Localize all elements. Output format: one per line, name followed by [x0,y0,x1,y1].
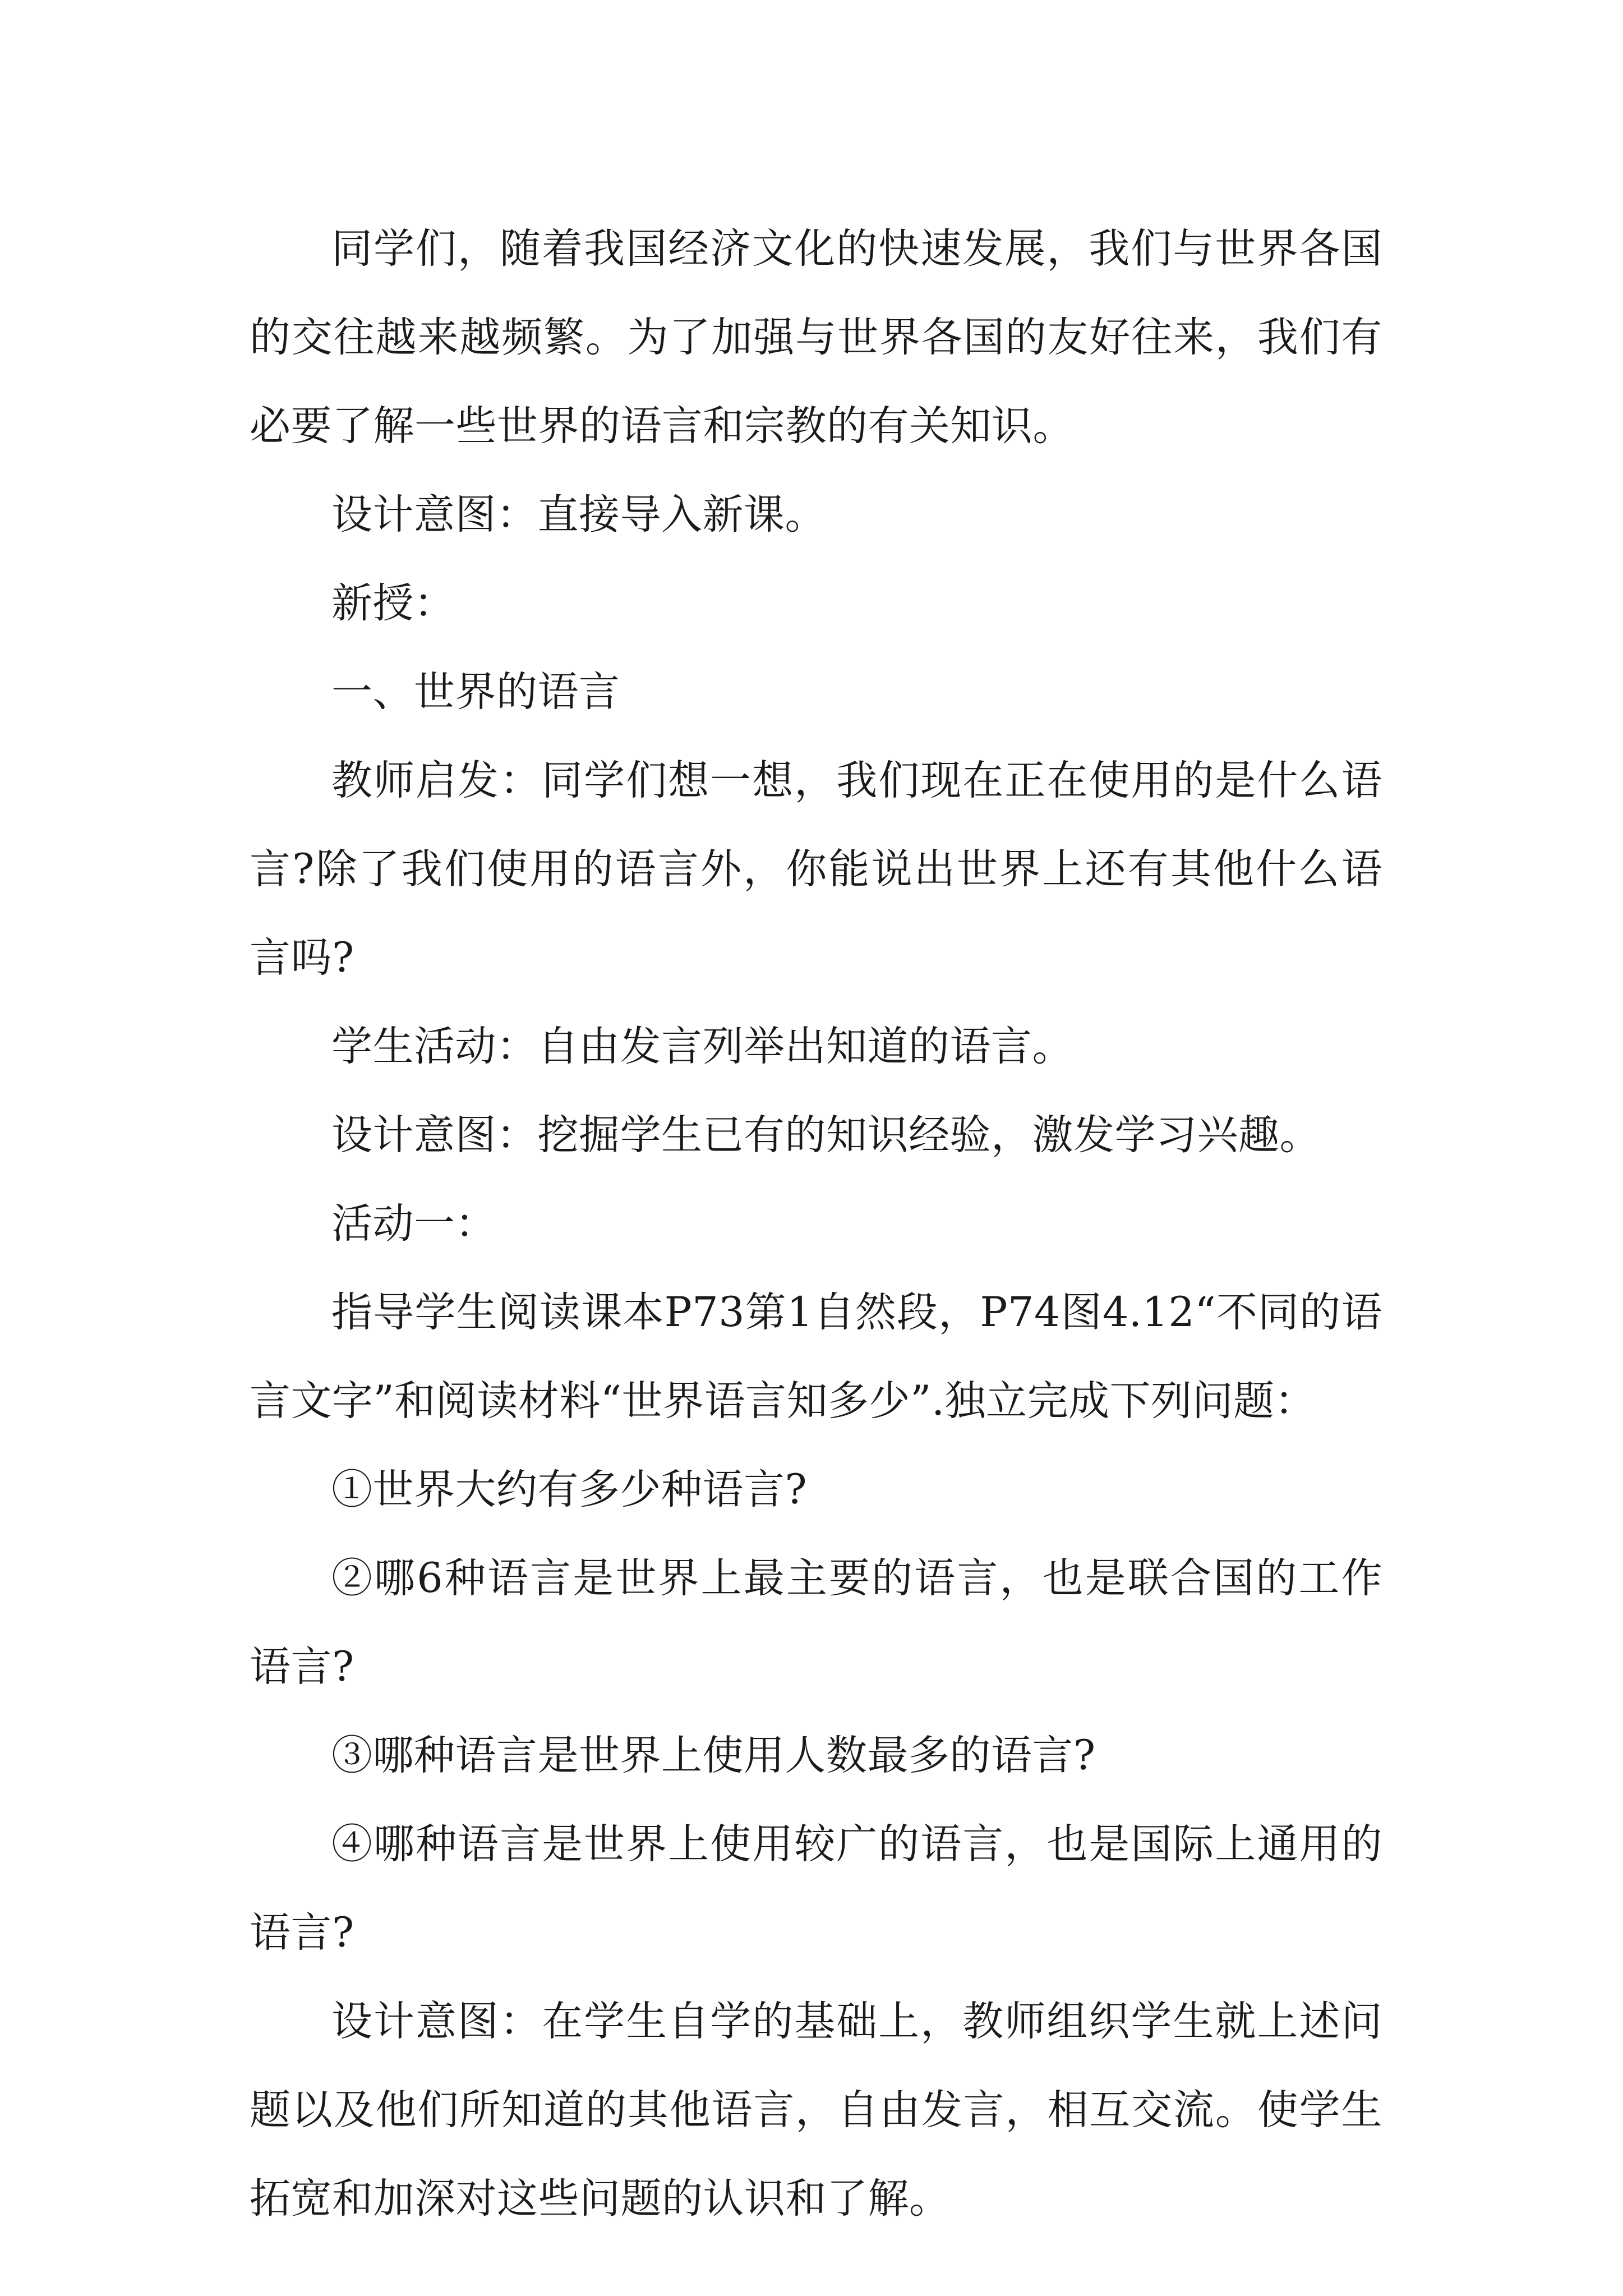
paragraph-reading-guide: 指导学生阅读课本P73第1自然段，P74图4.12“不同的语言文字”和阅读材料“世界语言知多少”.独立完成下列问题： [250,1289,1382,1425]
section-heading-world-languages: 一、世界的语言 [331,668,620,716]
paragraph-new-lesson: 新授： [331,579,455,627]
paragraph-design-intent-2: 设计意图：挖掘学生已有的知识经验，激发学习兴趣。 [331,1111,1321,1159]
paragraph-design-intent-3: 设计意图：在学生自学的基础上，教师组织学生就上述问题以及他们所知道的其他语言，自由发言，相互交流。使学生拓宽和加深对这些问题的认识和了解。 [250,1998,1382,2223]
paragraph-design-intent-1: 设计意图：直接导入新课。 [331,491,826,539]
question-3: ③哪种语言是世界上使用人数最多的语言? [331,1732,1096,1779]
paragraph-activity-one: 活动一： [331,1200,496,1248]
body-text [250,205,1382,2243]
question-2: ②哪6种语言是世界上最主要的语言，也是联合国的工作语言? [250,1554,1382,1691]
paragraph-student-activity: 学生活动：自由发言列举出知道的语言。 [331,1023,1073,1070]
paragraph-teacher-prompt: 教师启发：同学们想一想，我们现在正在使用的是什么语言?除了我们使用的语言外，你能说出世界上还有其他什么语言吗? [250,757,1382,982]
question-4: ④哪种语言是世界上使用较广的语言，也是国际上通用的语言? [250,1820,1382,1957]
paragraph-intro: 同学们，随着我国经济文化的快速发展，我们与世界各国的交往越来越频繁。为了加强与世界各国的友好往来，我们有必要了解一些世界的语言和宗教的有关知识。 [250,225,1382,450]
question-1: ①世界大约有多少种语言? [331,1466,808,1513]
